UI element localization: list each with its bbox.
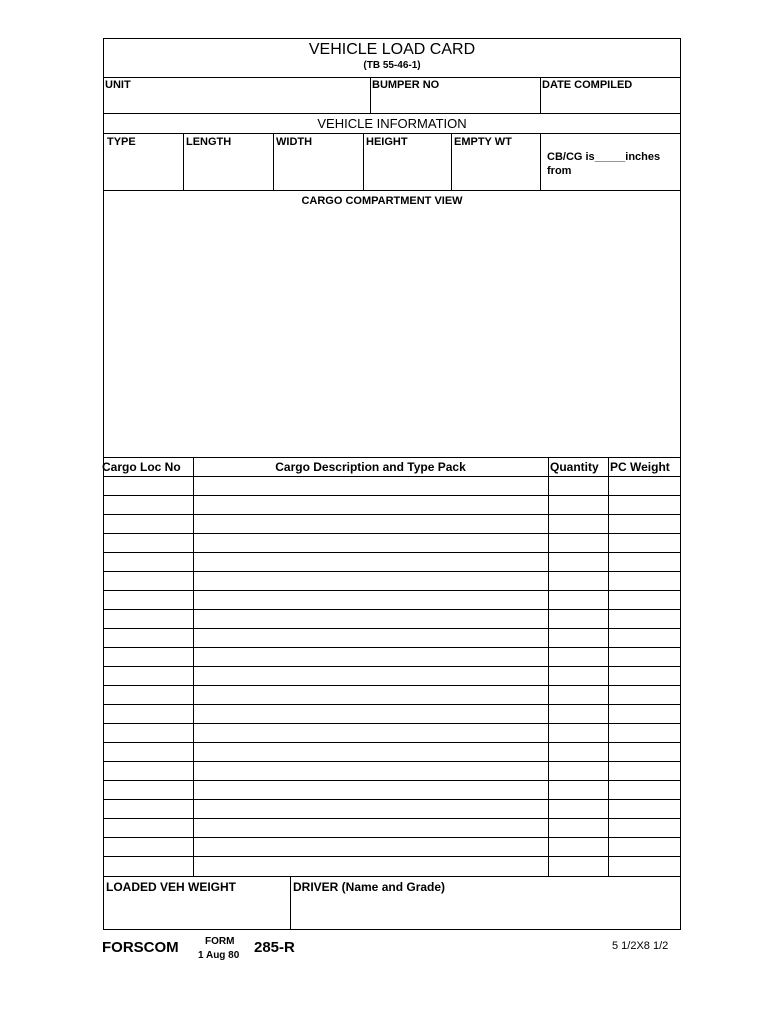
table-row: [104, 780, 680, 799]
cargo-description-cell[interactable]: [193, 742, 548, 761]
empty-wt-label: EMPTY WT: [454, 136, 512, 148]
cargo-description-cell[interactable]: [193, 818, 548, 837]
cargo-description-cell[interactable]: [193, 799, 548, 818]
table-row: [104, 647, 680, 666]
width-field[interactable]: [273, 149, 363, 190]
quantity-cell[interactable]: [548, 685, 608, 704]
quantity-cell[interactable]: [548, 647, 608, 666]
pc-weight-cell[interactable]: [608, 799, 680, 818]
cargo-loc-cell[interactable]: [104, 628, 193, 647]
footer-form-date: 1 Aug 80: [198, 950, 240, 961]
pc-weight-cell[interactable]: [608, 837, 680, 856]
cargo-description-cell[interactable]: [193, 514, 548, 533]
pc-weight-cell[interactable]: [608, 723, 680, 742]
quantity-cell[interactable]: [548, 571, 608, 590]
length-label: LENGTH: [186, 136, 232, 148]
quantity-cell[interactable]: [548, 856, 608, 875]
cargo-loc-cell[interactable]: [104, 837, 193, 856]
cargo-loc-cell[interactable]: [104, 609, 193, 628]
table-row: [104, 628, 680, 647]
table-row: [104, 590, 680, 609]
table-row: [104, 837, 680, 856]
cargo-description-cell[interactable]: [193, 647, 548, 666]
form-title: VEHICLE LOAD CARD: [308, 41, 476, 58]
cargo-description-cell[interactable]: [193, 571, 548, 590]
width-label: WIDTH: [276, 136, 313, 148]
table-row: [104, 685, 680, 704]
cargo-loc-cell[interactable]: [104, 856, 193, 875]
cargo-description-cell[interactable]: [193, 533, 548, 552]
pc-weight-cell[interactable]: [608, 742, 680, 761]
cargo-loc-cell[interactable]: [104, 761, 193, 780]
cargo-loc-cell[interactable]: [104, 533, 193, 552]
table-row: [104, 856, 680, 875]
quantity-cell[interactable]: [548, 495, 608, 514]
height-label: HEIGHT: [366, 136, 408, 148]
quantity-cell[interactable]: [548, 837, 608, 856]
quantity-cell[interactable]: [548, 780, 608, 799]
pc-weight-cell[interactable]: [608, 761, 680, 780]
pc-weight-cell[interactable]: [608, 628, 680, 647]
cargo-description-cell[interactable]: [193, 685, 548, 704]
driver-label: DRIVER (Name and Grade): [293, 880, 446, 894]
cargo-loc-cell[interactable]: [104, 495, 193, 514]
cargo-loc-cell[interactable]: [104, 704, 193, 723]
cargo-description-cell[interactable]: [193, 723, 548, 742]
cargo-description-cell[interactable]: [193, 856, 548, 875]
cargo-compartment-drawing-area[interactable]: [104, 209, 680, 456]
col-cargo-loc-no: Cargo Loc No: [102, 460, 181, 474]
cargo-description-cell[interactable]: [193, 476, 548, 495]
cbcg-line1: CB/CG is_____inches: [547, 151, 661, 163]
cargo-description-cell[interactable]: [193, 761, 548, 780]
table-row: [104, 666, 680, 685]
table-row: [104, 533, 680, 552]
table-row: [104, 723, 680, 742]
date-compiled-label: DATE COMPILED: [542, 79, 633, 91]
pc-weight-cell[interactable]: [608, 666, 680, 685]
pc-weight-cell[interactable]: [608, 780, 680, 799]
pc-weight-cell[interactable]: [608, 495, 680, 514]
pc-weight-cell[interactable]: [608, 514, 680, 533]
quantity-cell[interactable]: [548, 666, 608, 685]
col-quantity: Quantity: [550, 460, 599, 474]
cargo-loc-cell[interactable]: [104, 818, 193, 837]
pc-weight-cell[interactable]: [608, 609, 680, 628]
unit-label: UNIT: [105, 79, 131, 91]
empty-wt-field[interactable]: [451, 149, 540, 190]
type-label: TYPE: [107, 136, 136, 148]
col-pc-weight: PC Weight: [610, 460, 670, 474]
col-cargo-description: Cargo Description and Type Pack: [275, 460, 466, 474]
form-subtitle: (TB 55-46-1): [363, 60, 421, 71]
cargo-loc-cell[interactable]: [104, 799, 193, 818]
cargo-description-cell[interactable]: [193, 495, 548, 514]
pc-weight-cell[interactable]: [608, 552, 680, 571]
quantity-cell[interactable]: [548, 552, 608, 571]
cargo-loc-cell[interactable]: [104, 780, 193, 799]
cargo-description-cell[interactable]: [193, 590, 548, 609]
length-field[interactable]: [183, 149, 273, 190]
height-field[interactable]: [363, 149, 451, 190]
cargo-loc-cell[interactable]: [104, 571, 193, 590]
quantity-cell[interactable]: [548, 761, 608, 780]
pc-weight-cell[interactable]: [608, 571, 680, 590]
pc-weight-cell[interactable]: [608, 476, 680, 495]
vehicle-information-heading: VEHICLE INFORMATION: [317, 116, 467, 131]
unit-field[interactable]: [104, 91, 370, 113]
table-row: [104, 514, 680, 533]
table-row: [104, 571, 680, 590]
cargo-description-cell[interactable]: [193, 780, 548, 799]
pc-weight-cell[interactable]: [608, 856, 680, 875]
table-row: [104, 609, 680, 628]
footer-form-word: FORM: [205, 936, 235, 947]
type-field[interactable]: [104, 149, 183, 190]
cargo-description-cell[interactable]: [193, 704, 548, 723]
table-row: [104, 818, 680, 837]
cbcg-line2: from: [547, 165, 572, 177]
quantity-cell[interactable]: [548, 742, 608, 761]
table-row: [104, 476, 680, 495]
cargo-loc-cell[interactable]: [104, 647, 193, 666]
vehicle-load-card-form: [103, 38, 681, 930]
cargo-description-cell[interactable]: [193, 628, 548, 647]
cargo-description-cell[interactable]: [193, 552, 548, 571]
table-row: [104, 704, 680, 723]
quantity-cell[interactable]: [548, 799, 608, 818]
quantity-cell[interactable]: [548, 628, 608, 647]
driver-field[interactable]: [290, 895, 680, 930]
footer-size: 5 1/2X8 1/2: [612, 940, 669, 952]
quantity-cell[interactable]: [548, 533, 608, 552]
table-row: [104, 742, 680, 761]
bumper-no-field[interactable]: [370, 91, 540, 113]
bumper-no-label: BUMPER NO: [372, 79, 440, 91]
date-compiled-field[interactable]: [540, 91, 680, 113]
footer-form-number: 285-R: [254, 939, 295, 956]
cargo-description-cell[interactable]: [193, 666, 548, 685]
cargo-description-cell[interactable]: [193, 837, 548, 856]
table-row: [104, 799, 680, 818]
cargo-loc-cell[interactable]: [104, 666, 193, 685]
cargo-loc-cell[interactable]: [104, 514, 193, 533]
loaded-veh-weight-label: LOADED VEH WEIGHT: [106, 880, 237, 894]
loaded-veh-weight-field[interactable]: [104, 895, 290, 930]
cargo-loc-cell[interactable]: [104, 590, 193, 609]
pc-weight-cell[interactable]: [608, 533, 680, 552]
cargo-loc-cell[interactable]: [104, 723, 193, 742]
quantity-cell[interactable]: [548, 514, 608, 533]
cargo-loc-cell[interactable]: [104, 742, 193, 761]
pc-weight-cell[interactable]: [608, 704, 680, 723]
quantity-cell[interactable]: [548, 723, 608, 742]
table-row: [104, 495, 680, 514]
cargo-loc-cell[interactable]: [104, 685, 193, 704]
footer-org: FORSCOM: [102, 939, 179, 956]
quantity-cell[interactable]: [548, 590, 608, 609]
cargo-compartment-view-heading: CARGO COMPARTMENT VIEW: [301, 195, 463, 207]
quantity-cell[interactable]: [548, 609, 608, 628]
cargo-loc-cell[interactable]: [104, 552, 193, 571]
quantity-cell[interactable]: [548, 476, 608, 495]
pc-weight-cell[interactable]: [608, 818, 680, 837]
table-row: [104, 552, 680, 571]
table-row: [104, 761, 680, 780]
quantity-cell[interactable]: [548, 818, 608, 837]
cargo-description-cell[interactable]: [193, 609, 548, 628]
cargo-loc-cell[interactable]: [104, 476, 193, 495]
pc-weight-cell[interactable]: [608, 685, 680, 704]
pc-weight-cell[interactable]: [608, 590, 680, 609]
quantity-cell[interactable]: [548, 704, 608, 723]
pc-weight-cell[interactable]: [608, 647, 680, 666]
